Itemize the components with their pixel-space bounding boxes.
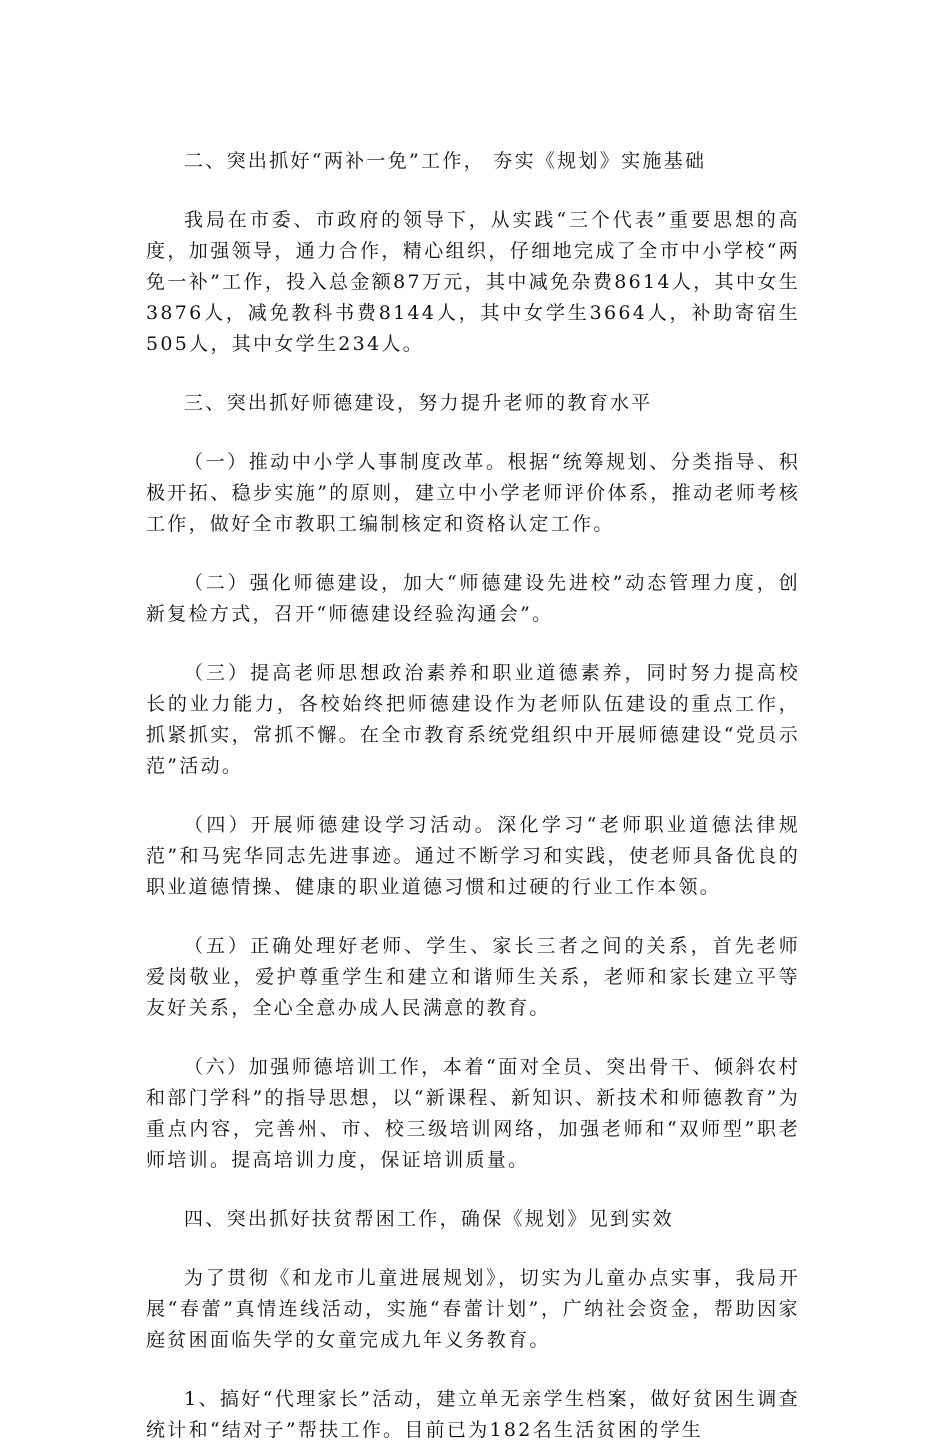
paragraph-item-3: （三）提高老师思想政治素养和职业道德素养，同时努力提高校长的业力能力，各校始终把师德建设作为老师队伍建设的重点工作，抓紧抓实，常抓不懈。在全市教育系统党组织中开展师德建设“党员示范”活动。 [146, 662, 800, 777]
paragraph-spring-bud: 为了贯彻《和龙市儿童进展规划》，切实为儿童办点实事，我局开展“春蕾”真情连线活动，实施“春蕾计划”，广纳社会资金，帮助因家庭贫困面临失学的女童完成九年义务教育。 [146, 1267, 800, 1351]
paragraph-item-1: （一）推动中小学人事制度改革。根据“统筹规划、分类指导、积极开拓、稳步实施”的原则，建立中小学老师评价体系，推动老师考核工作，做好全市教职工编制核定和资格认定工作。 [146, 451, 800, 535]
paragraph-item-4: （四）开展师德建设学习活动。深化学习“老师职业道德法律规范”和马宪华同志先进事迹。通过不断学习和实践，使老师具备优良的职业道德情操、健康的职业道德习惯和过硬的行业工作本领。 [146, 814, 800, 898]
paragraph-proxy-parent: 1、搞好“代理家长”活动，建立单无亲学生档案，做好贫困生调查统计和“结对子”帮扶工作。目前已为182名生活贫困的学生 [146, 1388, 800, 1441]
section-heading-2: 二、突出抓好“两补一免”工作， 夯实《规划》实施基础 [184, 150, 707, 172]
section-heading-3: 三、突出抓好师德建设，努力提升老师的教育水平 [184, 392, 653, 414]
paragraph-item-6: （六）加强师德培训工作，本着“面对全员、突出骨干、倾斜农村和部门学科”的指导思想，以“新课程、新知识、新技术和师德教育”为重点内容，完善州、市、校三级培训网络，加强老师和“双师型”职老师培训。提高培训力度，保证培训质量。 [146, 1056, 800, 1171]
section-heading-4: 四、突出抓好扶贫帮困工作，确保《规划》见到实效 [184, 1208, 674, 1230]
paragraph-item-2: （二）强化师德建设，加大“师德建设先进校”动态管理力度，创新复检方式，召开“师德建设经验沟通会”。 [146, 572, 800, 625]
paragraph-two-free-one-subsidy: 我局在市委、市政府的领导下，从实践“三个代表”重要思想的高度，加强领导，通力合作，精心组织，仔细地完成了全市中小学校“两免一补”工作，投入总金额87万元，其中减免杂费8614人，其中女生3876人，减免教科书费8144人，其中女学生3664人，补助寄宿生505人，其中女学生234人。 [146, 209, 800, 355]
paragraph-item-5: （五）正确处理好老师、学生、家长三者之间的关系，首先老师爱岗敬业，爱护尊重学生和建立和谐师生关系，老师和家长建立平等友好关系，全心全意办成人民满意的教育。 [146, 935, 800, 1019]
